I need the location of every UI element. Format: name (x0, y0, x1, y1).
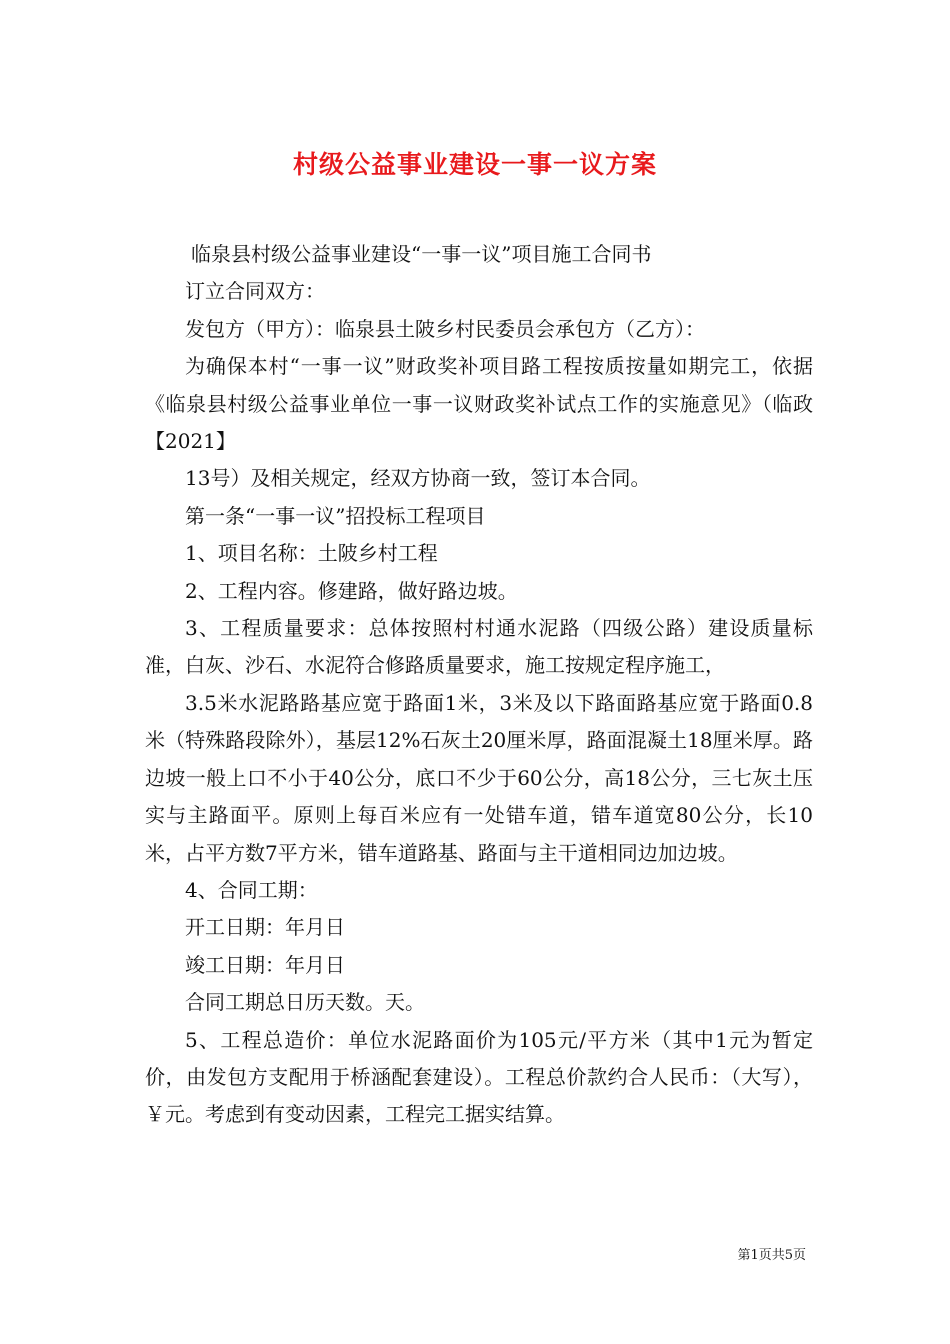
paragraph-project-content: 2、工程内容。修建路，做好路边坡。 (185, 578, 518, 603)
paragraph-specifications: 3.5米水泥路路基应宽于路面1米，3米及以下路面路基应宽于路面0.8米（特殊路段除外），基层12%石灰土20厘米厚，路面混凝土18厘米厚。路边坡一般上口不小于40公分，底口不少于60公分，高18公分，三七灰土压实与主路面平。原则上每百米应有一处错车道，错车道宽80公分，长10米，占平方数7平方米，错车道路基、路面与主干道相同边加边坡。 (145, 690, 813, 865)
document-body (145, 236, 813, 1134)
paragraph-agreement: 13号）及相关规定，经双方协商一致，签订本合同。 (185, 466, 651, 491)
contract-subtitle: 临泉县村级公益事业建设“一事一议”项目施工合同书 (191, 242, 652, 266)
article-one-heading: 第一条“一事一议”招投标工程项目 (185, 503, 486, 528)
document-title: 村级公益事业建设一事一议方案 (292, 149, 657, 179)
page-number: 第1页共5页 (737, 1248, 806, 1263)
paragraph-quality: 3、工程质量要求：总体按照村村通水泥路（四级公路）建设质量标准，白灰、沙石、水泥符合修路质量要求，施工按规定程序施工， (145, 616, 813, 678)
paragraph-contractor: 发包方（甲方）：临泉县土陂乡村民委员会承包方（乙方）： (185, 316, 705, 341)
paragraph-project-name: 1、项目名称：土陂乡村工程 (185, 541, 438, 566)
paragraph-start-date: 开工日期：年月日 (185, 915, 345, 940)
paragraph-total-cost: 5、工程总造价：单位水泥路面价为105元/平方米（其中1元为暂定价，由发包方支配用于桥涵配套建设）。工程总价款约合人民币：（大写），￥元。考虑到有变动因素，工程完工据实结算。 (145, 1027, 813, 1127)
paragraph-duration: 4、合同工期： (185, 877, 318, 902)
paragraph-completion-date: 竣工日期：年月日 (185, 952, 345, 977)
paragraph-total-days: 合同工期总日历天数。天。 (185, 990, 425, 1015)
paragraph-purpose: 为确保本村“一事一议”财政奖补项目路工程按质按量如期完工，依据《临泉县村级公益事业单位一事一议财政奖补试点工作的实施意见》（临政【2021】 (145, 354, 813, 454)
paragraph-parties: 订立合同双方： (185, 279, 325, 304)
